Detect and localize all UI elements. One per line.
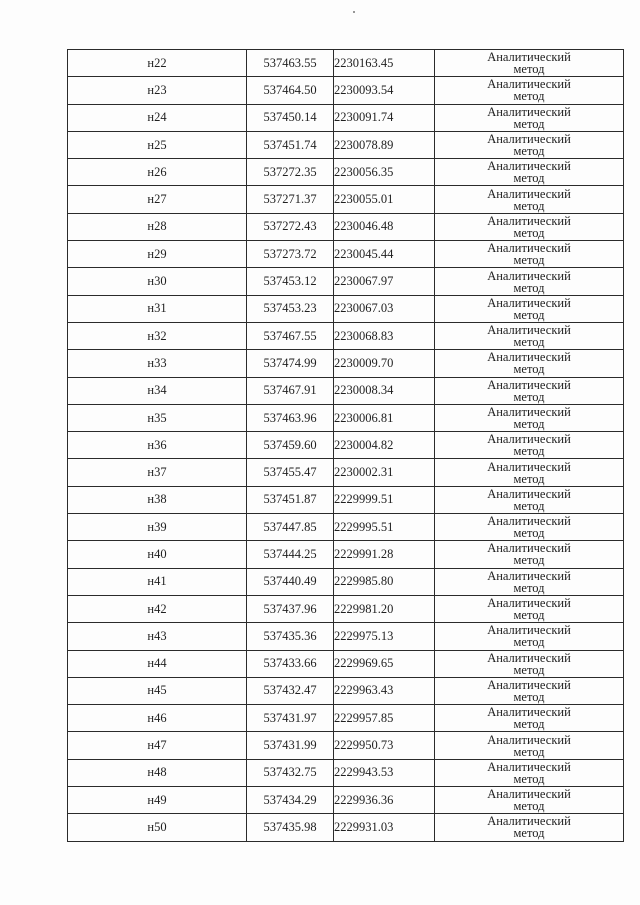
method-cell bbox=[435, 159, 624, 186]
point-name-cell: н28 bbox=[68, 213, 247, 240]
method-label-line2: метод bbox=[513, 717, 545, 732]
method-cell bbox=[435, 404, 624, 431]
method-cell bbox=[435, 787, 624, 814]
table-row bbox=[68, 459, 624, 486]
table-row bbox=[68, 595, 624, 622]
method-label-line2: метод bbox=[513, 608, 545, 623]
x-coordinate-cell: 537440.49 bbox=[247, 568, 334, 595]
point-name-cell: н26 bbox=[68, 159, 247, 186]
table-row bbox=[68, 377, 624, 404]
x-coordinate-cell: 537271.37 bbox=[247, 186, 334, 213]
method-label-line1: Аналитический bbox=[487, 104, 571, 119]
x-coordinate-cell: 537453.23 bbox=[247, 295, 334, 322]
method-cell bbox=[435, 459, 624, 486]
method-cell bbox=[435, 104, 624, 131]
method-cell bbox=[435, 568, 624, 595]
method-label-line2: метод bbox=[513, 389, 545, 404]
method-label-line1: Аналитический bbox=[487, 350, 571, 365]
y-coordinate-cell: 2229943.53 bbox=[334, 759, 435, 786]
x-coordinate-cell: 537455.47 bbox=[247, 459, 334, 486]
y-coordinate-cell: 2229995.51 bbox=[334, 514, 435, 541]
table-row bbox=[68, 131, 624, 158]
y-coordinate-cell: 2230055.01 bbox=[334, 186, 435, 213]
method-cell bbox=[435, 377, 624, 404]
method-label-line2: метод bbox=[513, 498, 545, 513]
method-cell bbox=[435, 77, 624, 104]
table-row bbox=[68, 787, 624, 814]
y-coordinate-cell: 2230093.54 bbox=[334, 77, 435, 104]
y-coordinate-cell: 2230078.89 bbox=[334, 131, 435, 158]
method-label-line2: метод bbox=[513, 662, 545, 677]
method-label-line2: метод bbox=[513, 471, 545, 486]
method-label-line2: метод bbox=[513, 198, 545, 213]
x-coordinate-cell: 537433.66 bbox=[247, 650, 334, 677]
y-coordinate-cell: 2230002.31 bbox=[334, 459, 435, 486]
method-label-line1: Аналитический bbox=[487, 596, 571, 611]
method-label-line2: метод bbox=[513, 689, 545, 704]
point-name-cell: н42 bbox=[68, 595, 247, 622]
method-label-line1: Аналитический bbox=[487, 295, 571, 310]
method-label-line1: Аналитический bbox=[487, 514, 571, 529]
x-coordinate-cell: 537459.60 bbox=[247, 432, 334, 459]
y-coordinate-cell: 2229931.03 bbox=[334, 814, 435, 841]
x-coordinate-cell: 537444.25 bbox=[247, 541, 334, 568]
y-coordinate-cell: 2230067.97 bbox=[334, 268, 435, 295]
method-cell bbox=[435, 50, 624, 77]
y-coordinate-cell: 2230046.48 bbox=[334, 213, 435, 240]
method-label-line1: Аналитический bbox=[487, 541, 571, 556]
method-label-line2: метод bbox=[513, 225, 545, 240]
y-coordinate-cell: 2229957.85 bbox=[334, 705, 435, 732]
point-name-cell: н47 bbox=[68, 732, 247, 759]
point-name-cell: н43 bbox=[68, 623, 247, 650]
method-label-line2: метод bbox=[513, 280, 545, 295]
table-row bbox=[68, 759, 624, 786]
method-label-line1: Аналитический bbox=[487, 323, 571, 338]
x-coordinate-cell: 537467.91 bbox=[247, 377, 334, 404]
point-name-cell: н22 bbox=[68, 50, 247, 77]
method-label-line2: метод bbox=[513, 553, 545, 568]
point-name-cell: н38 bbox=[68, 486, 247, 513]
method-label-line1: Аналитический bbox=[487, 787, 571, 802]
method-label-line1: Аналитический bbox=[487, 732, 571, 747]
point-name-cell: н34 bbox=[68, 377, 247, 404]
method-label-line1: Аналитический bbox=[487, 814, 571, 829]
coordinates-table-body bbox=[68, 50, 624, 842]
method-label-line2: метод bbox=[513, 771, 545, 786]
table-row bbox=[68, 404, 624, 431]
x-coordinate-cell: 537447.85 bbox=[247, 514, 334, 541]
method-cell bbox=[435, 432, 624, 459]
method-cell bbox=[435, 268, 624, 295]
method-cell bbox=[435, 541, 624, 568]
method-label-line2: метод bbox=[513, 62, 545, 77]
table-row bbox=[68, 732, 624, 759]
x-coordinate-cell: 537474.99 bbox=[247, 350, 334, 377]
table-row bbox=[68, 50, 624, 77]
table-row bbox=[68, 104, 624, 131]
table-row bbox=[68, 486, 624, 513]
table-row bbox=[68, 350, 624, 377]
table-row bbox=[68, 268, 624, 295]
method-label-line1: Аналитический bbox=[487, 241, 571, 256]
table-row bbox=[68, 677, 624, 704]
table-row bbox=[68, 650, 624, 677]
point-name-cell: н41 bbox=[68, 568, 247, 595]
table-row bbox=[68, 432, 624, 459]
point-name-cell: н44 bbox=[68, 650, 247, 677]
method-label-line2: метод bbox=[513, 635, 545, 650]
method-label-line1: Аналитический bbox=[487, 77, 571, 92]
point-name-cell: н46 bbox=[68, 705, 247, 732]
method-label-line1: Аналитический bbox=[487, 568, 571, 583]
method-label-line1: Аналитический bbox=[487, 705, 571, 720]
method-label-line1: Аналитический bbox=[487, 405, 571, 419]
method-label-line2: метод bbox=[513, 744, 545, 759]
point-name-cell: н31 bbox=[68, 295, 247, 322]
method-cell bbox=[435, 705, 624, 732]
point-name-cell: н29 bbox=[68, 241, 247, 268]
x-coordinate-cell: 537435.36 bbox=[247, 623, 334, 650]
method-label-line1: Аналитический bbox=[487, 759, 571, 774]
y-coordinate-cell: 2229999.51 bbox=[334, 486, 435, 513]
point-name-cell: н25 bbox=[68, 131, 247, 158]
point-name-cell: н39 bbox=[68, 514, 247, 541]
method-label-line1: Аналитический bbox=[487, 268, 571, 283]
method-cell bbox=[435, 732, 624, 759]
method-label-line2: метод bbox=[513, 362, 545, 377]
method-label-line2: метод bbox=[513, 335, 545, 350]
x-coordinate-cell: 537464.50 bbox=[247, 77, 334, 104]
y-coordinate-cell: 2230067.03 bbox=[334, 295, 435, 322]
method-cell bbox=[435, 350, 624, 377]
point-name-cell: н45 bbox=[68, 677, 247, 704]
y-coordinate-cell: 2229991.28 bbox=[334, 541, 435, 568]
y-coordinate-cell: 2229969.65 bbox=[334, 650, 435, 677]
y-coordinate-cell: 2230045.44 bbox=[334, 241, 435, 268]
x-coordinate-cell: 537434.29 bbox=[247, 787, 334, 814]
method-label-line2: метод bbox=[513, 826, 545, 841]
table-row bbox=[68, 568, 624, 595]
method-label-line1: Аналитический bbox=[487, 677, 571, 692]
method-label-line2: метод bbox=[513, 417, 545, 431]
x-coordinate-cell: 537431.99 bbox=[247, 732, 334, 759]
method-label-line2: метод bbox=[513, 253, 545, 268]
method-cell bbox=[435, 131, 624, 158]
y-coordinate-cell: 2230163.45 bbox=[334, 50, 435, 77]
y-coordinate-cell: 2230091.74 bbox=[334, 104, 435, 131]
point-name-cell: н35 bbox=[68, 404, 247, 431]
x-coordinate-cell: 537463.96 bbox=[247, 404, 334, 431]
x-coordinate-cell: 537432.75 bbox=[247, 759, 334, 786]
method-cell bbox=[435, 186, 624, 213]
method-cell bbox=[435, 514, 624, 541]
point-name-cell: н36 bbox=[68, 432, 247, 459]
method-cell bbox=[435, 759, 624, 786]
method-label-line2: метод bbox=[513, 526, 545, 541]
y-coordinate-cell: 2230056.35 bbox=[334, 159, 435, 186]
method-label-line1: Аналитический bbox=[487, 186, 571, 201]
table-row bbox=[68, 514, 624, 541]
y-coordinate-cell: 2229975.13 bbox=[334, 623, 435, 650]
method-label-line2: метод bbox=[513, 307, 545, 322]
point-name-cell: н40 bbox=[68, 541, 247, 568]
point-name-cell: н30 bbox=[68, 268, 247, 295]
table-row bbox=[68, 159, 624, 186]
method-label-line1: Аналитический bbox=[487, 486, 571, 501]
y-coordinate-cell: 2230004.82 bbox=[334, 432, 435, 459]
y-coordinate-cell: 2229985.80 bbox=[334, 568, 435, 595]
method-cell bbox=[435, 241, 624, 268]
method-label-line2: метод bbox=[513, 799, 545, 814]
method-cell bbox=[435, 322, 624, 349]
x-coordinate-cell: 537432.47 bbox=[247, 677, 334, 704]
y-coordinate-cell: 2229963.43 bbox=[334, 677, 435, 704]
method-label-line2: метод bbox=[513, 444, 545, 459]
method-label-line1: Аналитический bbox=[487, 213, 571, 228]
table-row bbox=[68, 705, 624, 732]
table-row bbox=[68, 541, 624, 568]
point-name-cell: н23 bbox=[68, 77, 247, 104]
y-coordinate-cell: 2230006.81 bbox=[334, 404, 435, 431]
method-label-line2: метод bbox=[513, 144, 545, 159]
table-row bbox=[68, 186, 624, 213]
y-coordinate-cell: 2230008.34 bbox=[334, 377, 435, 404]
x-coordinate-cell: 537451.87 bbox=[247, 486, 334, 513]
table-row bbox=[68, 241, 624, 268]
point-name-cell: н48 bbox=[68, 759, 247, 786]
method-label-line1: Аналитический bbox=[487, 132, 571, 147]
y-coordinate-cell: 2230009.70 bbox=[334, 350, 435, 377]
table-row bbox=[68, 623, 624, 650]
method-cell bbox=[435, 623, 624, 650]
table-row bbox=[68, 295, 624, 322]
method-cell bbox=[435, 650, 624, 677]
method-label-line1: Аналитический bbox=[487, 50, 571, 65]
method-label-line1: Аналитический bbox=[487, 623, 571, 638]
x-coordinate-cell: 537431.97 bbox=[247, 705, 334, 732]
table-row bbox=[68, 814, 624, 841]
y-coordinate-cell: 2230068.83 bbox=[334, 322, 435, 349]
y-coordinate-cell: 2229981.20 bbox=[334, 595, 435, 622]
x-coordinate-cell: 537437.96 bbox=[247, 595, 334, 622]
method-label-line1: Аналитический bbox=[487, 377, 571, 392]
point-name-cell: н32 bbox=[68, 322, 247, 349]
x-coordinate-cell: 537272.43 bbox=[247, 213, 334, 240]
method-cell bbox=[435, 486, 624, 513]
x-coordinate-cell: 537463.55 bbox=[247, 50, 334, 77]
method-label-line2: метод bbox=[513, 116, 545, 131]
method-label-line1: Аналитический bbox=[487, 159, 571, 174]
method-cell bbox=[435, 814, 624, 841]
x-coordinate-cell: 537451.74 bbox=[247, 131, 334, 158]
method-cell bbox=[435, 213, 624, 240]
method-label-line2: метод bbox=[513, 171, 545, 186]
method-cell bbox=[435, 595, 624, 622]
point-name-cell: н24 bbox=[68, 104, 247, 131]
x-coordinate-cell: 537273.72 bbox=[247, 241, 334, 268]
y-coordinate-cell: 2229950.73 bbox=[334, 732, 435, 759]
method-label-line1: Аналитический bbox=[487, 432, 571, 447]
point-name-cell: н27 bbox=[68, 186, 247, 213]
x-coordinate-cell: 537450.14 bbox=[247, 104, 334, 131]
point-name-cell: н49 bbox=[68, 787, 247, 814]
y-coordinate-cell: 2229936.36 bbox=[334, 787, 435, 814]
x-coordinate-cell: 537435.98 bbox=[247, 814, 334, 841]
x-coordinate-cell: 537453.12 bbox=[247, 268, 334, 295]
table-row bbox=[68, 77, 624, 104]
table-row bbox=[68, 213, 624, 240]
point-name-cell: н33 bbox=[68, 350, 247, 377]
scan-speck bbox=[353, 11, 355, 13]
table-row bbox=[68, 322, 624, 349]
method-label-line2: метод bbox=[513, 580, 545, 595]
x-coordinate-cell: 537272.35 bbox=[247, 159, 334, 186]
point-name-cell: н37 bbox=[68, 459, 247, 486]
point-name-cell: н50 bbox=[68, 814, 247, 841]
method-label-line1: Аналитический bbox=[487, 459, 571, 474]
method-cell bbox=[435, 677, 624, 704]
method-label-line1: Аналитический bbox=[487, 650, 571, 665]
x-coordinate-cell: 537467.55 bbox=[247, 322, 334, 349]
method-label-line2: метод bbox=[513, 89, 545, 104]
coordinates-table bbox=[67, 49, 624, 842]
method-cell bbox=[435, 295, 624, 322]
